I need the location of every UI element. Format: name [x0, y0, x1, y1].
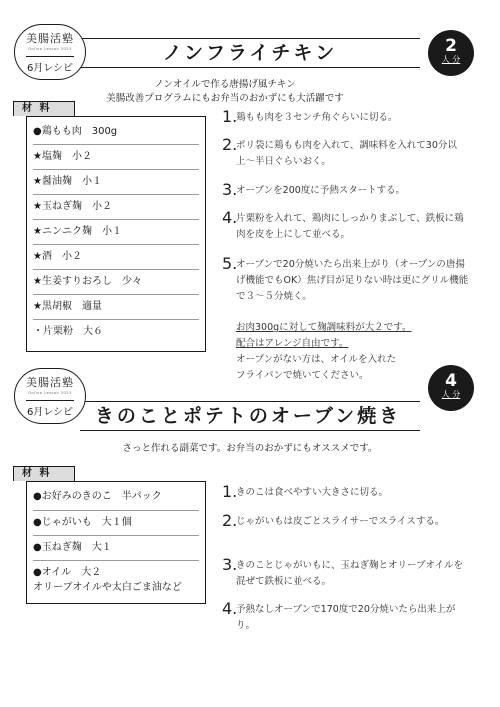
note-line: フライパンで焼いてください。	[236, 370, 369, 381]
badge-month: 6月レシピ	[26, 56, 74, 74]
step	[222, 511, 470, 530]
ingredient-item: ・片栗粉 大６	[33, 326, 103, 337]
step-text: きのことじゃがいもに、玉ねぎ麹とオリーブオイルを混ぜて鉄板に並べる。	[236, 560, 463, 587]
recipe-title: ノンフライチキン	[162, 42, 338, 64]
badge-small-text: Online Lesson 2023	[28, 391, 72, 395]
badge-month: 6月レシピ	[26, 400, 74, 418]
divider	[33, 169, 199, 170]
ingredients-box	[26, 481, 206, 604]
divider	[33, 510, 199, 511]
step-text: ポリ袋に鶏もも肉を入れて、調味料を入れて30分以上〜半日ぐらいおく。	[236, 140, 457, 167]
recipe-title: きのことポテトのオーブン焼き	[94, 405, 402, 427]
recipe-subtitle	[60, 78, 390, 106]
step-number: 4.	[222, 599, 238, 618]
step	[222, 180, 470, 199]
servings-number: 4	[445, 371, 457, 391]
step-number: 2.	[222, 511, 238, 530]
badge-small-text: Online Lesson 2023	[28, 47, 72, 51]
step-text: じゃがいもは皮ごとスライサーでスライスする。	[236, 516, 445, 527]
ingredient-item: ●玉ねぎ麹 大１	[33, 542, 112, 553]
ingredient-note: オリーブオイルや太白ごま油など	[33, 582, 182, 593]
step-number: 5.	[222, 254, 238, 273]
divider	[33, 294, 199, 295]
step	[222, 555, 470, 590]
step	[222, 482, 470, 501]
divider	[33, 219, 199, 220]
step-number: 1.	[222, 107, 238, 126]
step-text: 予熱なしオーブンで170度で20分焼いたら出来上がり。	[236, 604, 456, 631]
step	[222, 208, 470, 243]
ingredient-item: ●じゃがいも 大１個	[33, 517, 132, 528]
lesson-badge	[14, 368, 86, 424]
ingredient-item: ★塩麹 小２	[33, 151, 92, 162]
step-number: 3.	[222, 555, 238, 574]
badge-title: 美腸活塾	[26, 32, 74, 45]
divider	[33, 269, 199, 270]
ingredient-item: ★玉ねぎ麹 小２	[33, 201, 112, 212]
step-text: 鶏もも肉を３センチ角ぐらいに切る。	[236, 112, 398, 123]
step-text: オーブンで20分焼いたら出来上がり（オーブンの唐揚げ機能でもOK）焦げ目が足りない時は更にグリル機能で３〜５分焼く。	[236, 259, 469, 302]
subtitle-line: さっと作れる副菜です。お弁当のおかずにもオススメです。	[122, 443, 378, 454]
ingredients-label: 材 料	[13, 466, 75, 481]
divider	[33, 244, 199, 245]
lesson-badge	[14, 24, 86, 80]
ingredients-label: 材 料	[13, 101, 75, 116]
note-line: オーブンがない方は、オイルを入れた	[236, 354, 397, 365]
ingredient-item: ●鶏もも肉 300g	[33, 126, 118, 137]
divider	[33, 144, 199, 145]
step-number: 3.	[222, 180, 238, 199]
ingredient-item: ●オイル 大２	[33, 567, 102, 578]
divider	[33, 560, 199, 561]
subtitle-line: ノンオイルで作る唐揚げ風チキン	[154, 79, 296, 90]
ingredient-item: ★黒胡椒 適量	[33, 301, 102, 312]
step	[222, 599, 470, 634]
note-line: お肉300gに対して麹調味料が大２です。	[236, 322, 412, 333]
note-line: 配合はアレンジ自由です。	[236, 338, 349, 349]
divider	[33, 319, 199, 320]
step	[222, 107, 470, 126]
divider	[33, 194, 199, 195]
step-text: オーブンを200度に予熱スタートする。	[236, 185, 405, 196]
step-text: きのこは食べやすい大きさに切る。	[236, 487, 389, 498]
ingredient-item: ★ニンニク麹 小１	[33, 226, 122, 237]
servings-unit: 人 分	[441, 55, 461, 64]
step	[222, 254, 470, 305]
step-text: 片栗粉を入れて、鶏肉にしっかりまぶして、鉄板に鶏肉を皮を上にして並べる。	[236, 213, 464, 240]
ingredient-item: ★酒 小２	[33, 251, 82, 262]
step-number: 4.	[222, 208, 238, 227]
servings-number: 2	[445, 36, 457, 56]
ingredient-item: ★醤油麹 小１	[33, 176, 102, 187]
servings-unit: 人 分	[441, 390, 461, 399]
step	[222, 135, 470, 170]
step-number: 2.	[222, 135, 238, 154]
recipe-subtitle	[60, 442, 440, 456]
badge-title: 美腸活塾	[26, 376, 74, 389]
servings-badge	[428, 30, 474, 76]
subtitle-line: 美腸改善プログラムにもお弁当のおかずにも大活躍です	[106, 93, 344, 104]
ingredient-item: ★生姜すりおろし 少々	[33, 276, 142, 287]
divider	[33, 535, 199, 536]
step-number: 1.	[222, 482, 238, 501]
ingredient-item: ●お好みのきのこ 半パック	[33, 491, 162, 502]
servings-badge	[428, 365, 474, 411]
ingredients-box	[26, 116, 206, 352]
